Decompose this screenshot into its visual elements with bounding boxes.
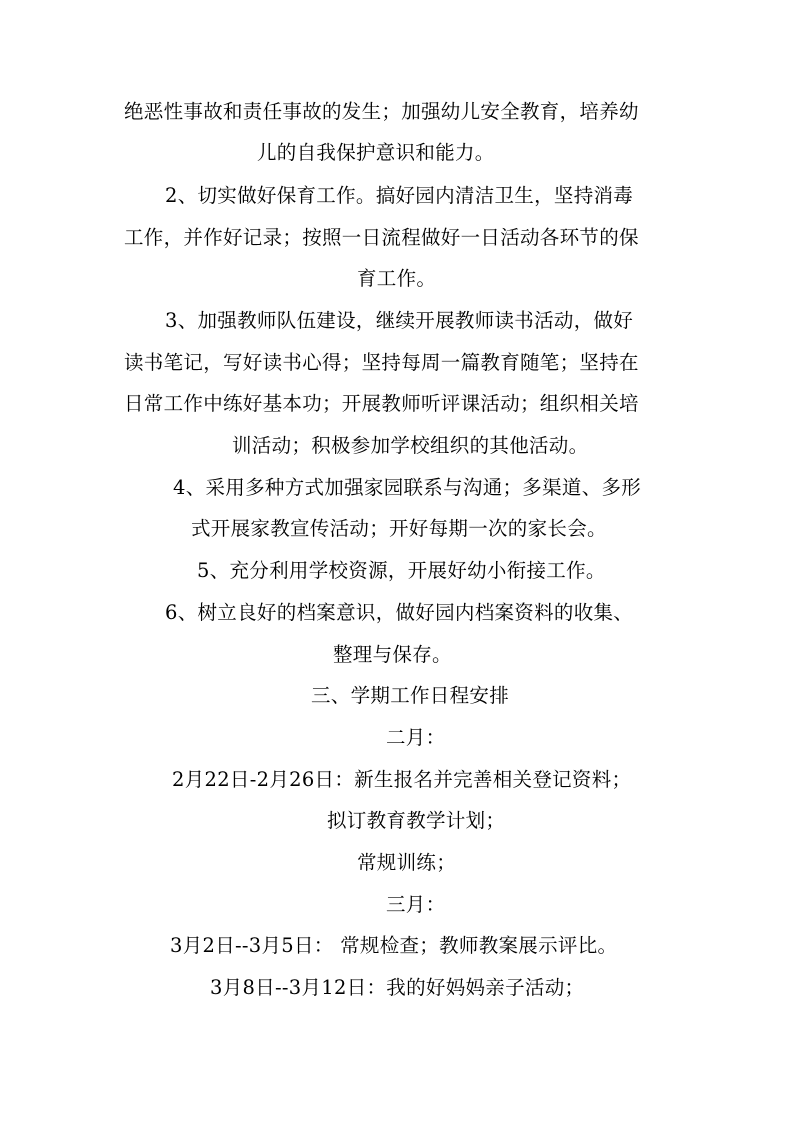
text-line-5: 育工作。	[357, 267, 437, 290]
text-line-8: 日常工作中练好基本功；开展教师听评课活动；组织相关培	[124, 392, 639, 415]
text-line-6: 3、加强教师队伍建设，继续开展教师读书活动，做好	[165, 309, 634, 332]
text-line-7: 读书笔记，写好读书心得；坚持每周一篇教育随笔；坚持在	[124, 351, 639, 374]
text-line-10: 4、采用多种方式加强家园联系与沟通；多渠道、多形	[173, 476, 642, 499]
text-line-9: 训活动；积极参加学校组织的其他活动。	[232, 434, 589, 457]
month-heading-february: 二月：	[386, 726, 446, 749]
text-line-22: 3月8日--3月12日：我的好妈妈亲子活动；	[210, 976, 585, 999]
text-line-21: 3月2日--3月5日： 常规检查；教师教案展示评比。	[170, 934, 618, 957]
text-line-13: 6、树立良好的档案意识，做好园内档案资料的收集、	[165, 601, 634, 624]
text-line-17: 2月22日-2月26日：新生报名并完善相关登记资料；	[172, 768, 632, 791]
text-line-11: 式开展家教宣传活动；开好每期一次的家长会。	[191, 517, 607, 540]
text-line-12: 5、充分利用学校资源，开展好幼小衔接工作。	[197, 559, 606, 582]
month-heading-march: 三月：	[386, 893, 446, 916]
text-line-4: 工作，并作好记录；按照一日流程做好一日活动各环节的保	[124, 226, 639, 249]
text-line-19: 常规训练；	[357, 851, 457, 874]
text-line-18: 拟订教育教学计划；	[327, 809, 506, 832]
text-line-3: 2、切实做好保育工作。搞好园内清洁卫生，坚持消毒	[165, 184, 634, 207]
text-line-1: 绝恶性事故和责任事故的发生；加强幼儿安全教育，培养幼	[124, 100, 639, 123]
text-line-14: 整理与保存。	[333, 643, 452, 666]
section-heading: 三、学期工作日程安排	[311, 684, 510, 707]
text-line-2: 儿的自我保护意识和能力。	[257, 141, 495, 164]
